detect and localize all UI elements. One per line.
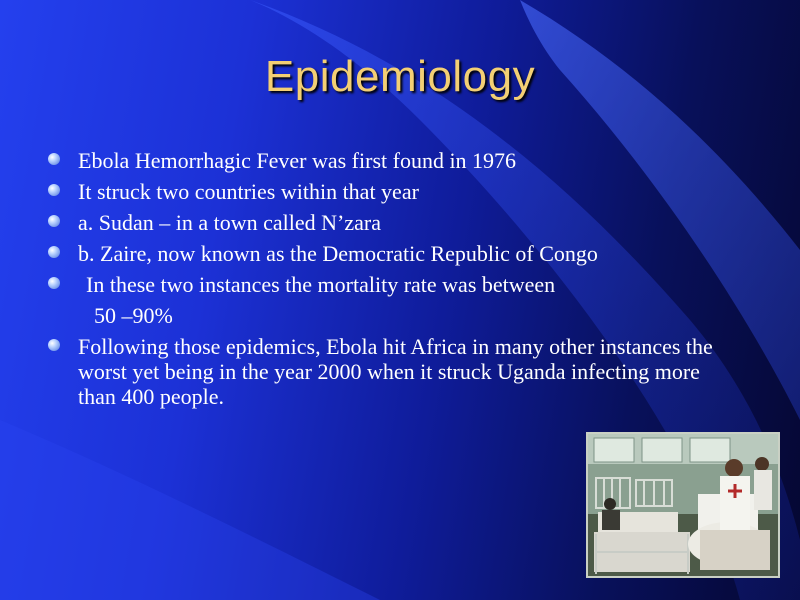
blue-sphere-bullet-icon (48, 277, 60, 289)
mortality-rate-text: 50 –90% (94, 303, 173, 328)
bullet-text: It struck two countries within that year (78, 179, 419, 204)
bullet-text: a. Sudan – in a town called N’zara (78, 210, 381, 235)
bullet-item (48, 210, 728, 235)
bullet-text: Following those epidemics, Ebola hit Africa in many other instances the worst yet being in the year 2000 when it struck Uganda infecting more than 400 people. (78, 334, 713, 409)
bullet-item (48, 334, 728, 409)
bullet-item (48, 179, 728, 204)
bullet-item (48, 272, 728, 297)
blue-sphere-bullet-icon (48, 184, 60, 196)
bullet-text: b. Zaire, now known as the Democratic Republic of Congo (78, 241, 598, 266)
slide-title: Epidemiology (264, 52, 536, 101)
bullet-item (48, 241, 728, 266)
blue-sphere-bullet-icon (48, 215, 60, 227)
bullet-item (48, 148, 728, 173)
blue-sphere-bullet-icon (48, 153, 60, 165)
bullet-text: Ebola Hemorrhagic Fever was first found in 1976 (78, 148, 517, 173)
bullet-list (48, 148, 728, 415)
blue-sphere-bullet-icon (48, 246, 60, 258)
continuation-line (48, 303, 728, 328)
bullet-text: In these two instances the mortality rate was between (86, 272, 556, 297)
hospital-ward-photo (586, 432, 780, 578)
hospital-ward-illustration (588, 434, 778, 576)
blue-sphere-bullet-icon (48, 339, 60, 351)
